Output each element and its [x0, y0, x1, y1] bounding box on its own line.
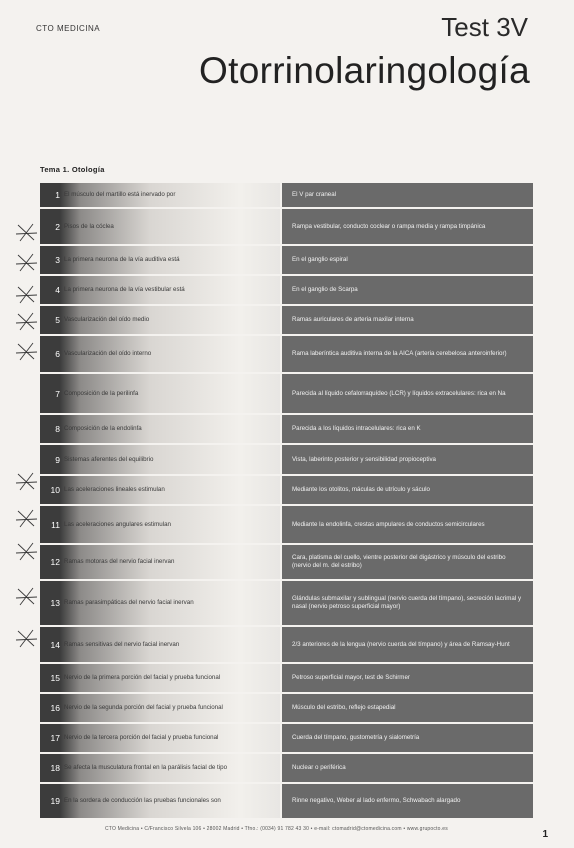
question-cell	[40, 374, 280, 413]
question-text: El músculo del martillo está inervado por	[64, 191, 176, 198]
qa-row	[40, 374, 533, 413]
page-number: 1	[542, 829, 548, 840]
question-text: Nervio de la primera porción del facial y prueba funcional	[64, 674, 221, 681]
question-text: Ramas sensitivas del nervio facial inervan	[64, 640, 180, 648]
question-text: Ramas parasimpáticas del nervio facial inervan	[64, 599, 194, 606]
x-mark-icon	[16, 343, 37, 360]
section-title: Tema 1. Otología	[40, 165, 105, 174]
row-number: 8	[55, 424, 60, 434]
row-number: 11	[51, 519, 60, 530]
x-mark-icon	[16, 313, 37, 330]
test-label: Test 3V	[441, 12, 528, 42]
footer-text: CTO Medicina • C/Francisco Silvela 106 • 28002 Madrid • Tfno.: (0034) 91 782 43 30 • e-mail: ctomadrid@ctomedicina.com • www.grupocto.es	[105, 826, 448, 832]
qa-row	[40, 476, 533, 504]
answer-cell: Parecida al líquido cefalorraquídeo (LCR) y líquidos extracelulares: rica en Na	[282, 374, 533, 413]
question-text: Composición de la perilinfa	[64, 389, 139, 397]
x-mark-icon	[16, 510, 37, 527]
answer-cell: En el ganglio de Scarpa	[282, 276, 533, 304]
question-text: Composición de la endolinfa	[64, 425, 142, 432]
question-text: Vascularización del oído interno	[64, 350, 152, 357]
row-number: 16	[50, 703, 60, 713]
answer-cell: Ramas auriculares de arteria maxilar interna	[282, 306, 533, 334]
qa-row	[40, 445, 533, 474]
x-mark-icon	[16, 254, 37, 271]
x-mark-icon	[16, 473, 37, 490]
x-mark-icon	[16, 630, 37, 647]
answer-cell: Nuclear o periférica	[282, 754, 533, 782]
question-cell	[40, 209, 280, 244]
question-cell	[40, 415, 280, 443]
qa-row	[40, 306, 533, 334]
question-text: Nervio de la tercera porción del facial y prueba funcional	[64, 734, 219, 741]
page-title: Otorrinolaringología	[199, 50, 530, 91]
question-cell	[40, 694, 280, 722]
qa-row	[40, 724, 533, 752]
question-text: Pisos de la cóclea	[64, 222, 114, 230]
answer-cell: En el ganglio espiral	[282, 246, 533, 274]
brand-label: CTO MEDICINA	[36, 24, 101, 33]
question-cell	[40, 627, 280, 662]
qa-row	[40, 581, 533, 625]
qa-row	[40, 754, 533, 782]
row-number: 10	[50, 485, 60, 495]
question-text: La primera neurona de la vía vestibular está	[64, 286, 185, 293]
row-number: 5	[55, 315, 60, 325]
answer-cell: Rama laberíntica auditiva interna de la AICA (arteria cerebelosa anteroinferior)	[282, 336, 533, 372]
qa-row	[40, 209, 533, 244]
question-text: Ramas motoras del nervio facial inervan	[64, 558, 175, 565]
answer-cell: Rinne negativo, Weber al lado enfermo, Schwabach alargado	[282, 784, 533, 818]
qa-row	[40, 276, 533, 304]
row-number: 17	[50, 733, 60, 743]
answer-cell: Cara, platisma del cuello, vientre posterior del digástrico y músculo del estribo (nervio del m. del estribo)	[282, 545, 533, 579]
question-cell	[40, 724, 280, 752]
question-cell	[40, 336, 280, 372]
qa-row	[40, 664, 533, 692]
row-number: 7	[55, 388, 60, 399]
question-text: Las aceleraciones lineales estimulan	[64, 486, 165, 493]
answer-cell: Glándulas submaxilar y sublingual (nervio cuerda del tímpano), secreción lacrimal y nasal (nervio petroso superficial mayor)	[282, 581, 533, 625]
margin-marks	[14, 0, 40, 848]
question-cell	[40, 476, 280, 504]
question-text: Sistemas aferentes del equilibrio	[64, 455, 154, 463]
answer-cell: Petroso superficial mayor, test de Schirmer	[282, 664, 533, 692]
row-number: 3	[55, 255, 60, 265]
answer-cell: Músculo del estribo, reflejo estapedial	[282, 694, 533, 722]
answer-cell: Cuerda del tímpano, gustometría y sialometría	[282, 724, 533, 752]
qa-row	[40, 545, 533, 579]
question-cell	[40, 246, 280, 274]
x-mark-icon	[16, 224, 37, 241]
question-text: Las aceleraciones angulares estimulan	[64, 520, 171, 528]
question-cell	[40, 784, 280, 818]
question-text: Se afecta la musculatura frontal en la parálisis facial de tipo	[64, 764, 228, 771]
qa-table	[40, 183, 533, 810]
qa-row	[40, 784, 533, 818]
answer-cell: Mediante los otolitos, máculas de utrículo y sáculo	[282, 476, 533, 504]
question-cell	[40, 276, 280, 304]
x-mark-icon	[16, 543, 37, 560]
question-cell	[40, 754, 280, 782]
answer-cell: El V par craneal	[282, 183, 533, 207]
row-number: 19	[50, 796, 60, 806]
question-text: Nervio de la segunda porción del facial y prueba funcional	[64, 704, 223, 711]
row-number: 2	[55, 221, 60, 232]
qa-row	[40, 336, 533, 372]
row-number: 1	[55, 190, 60, 200]
x-mark-icon	[16, 286, 37, 303]
qa-row	[40, 183, 533, 207]
answer-cell: Mediante la endolinfa, crestas ampulares de conductos semicirculares	[282, 506, 533, 543]
answer-cell: Rampa vestibular, conducto coclear o rampa media y rampa timpánica	[282, 209, 533, 244]
question-cell	[40, 306, 280, 334]
question-cell	[40, 445, 280, 474]
row-number: 4	[55, 285, 60, 295]
row-number: 12	[50, 557, 60, 567]
question-cell	[40, 506, 280, 543]
qa-row	[40, 415, 533, 443]
row-number: 15	[50, 673, 60, 683]
row-number: 14	[50, 639, 60, 650]
qa-row	[40, 506, 533, 543]
row-number: 6	[55, 349, 60, 359]
answer-cell: Vista, laberinto posterior y sensibilidad propioceptiva	[282, 445, 533, 474]
row-number: 9	[55, 454, 60, 465]
qa-row	[40, 246, 533, 274]
row-number: 13	[50, 598, 60, 608]
question-text: Vascularización del oído medio	[64, 316, 150, 323]
question-text: La primera neurona de la vía auditiva está	[64, 256, 180, 263]
answer-cell: Parecida a los líquidos intracelulares: rica en K	[282, 415, 533, 443]
question-cell	[40, 183, 280, 207]
row-number: 18	[50, 763, 60, 773]
qa-row	[40, 627, 533, 662]
question-text: En la sordera de conducción las pruebas funcionales son	[64, 797, 221, 804]
answer-cell: 2/3 anteriores de la lengua (nervio cuerda del tímpano) y área de Ramsay-Hunt	[282, 627, 533, 662]
qa-row	[40, 694, 533, 722]
question-cell	[40, 545, 280, 579]
x-mark-icon	[16, 588, 37, 605]
question-cell	[40, 664, 280, 692]
question-cell	[40, 581, 280, 625]
